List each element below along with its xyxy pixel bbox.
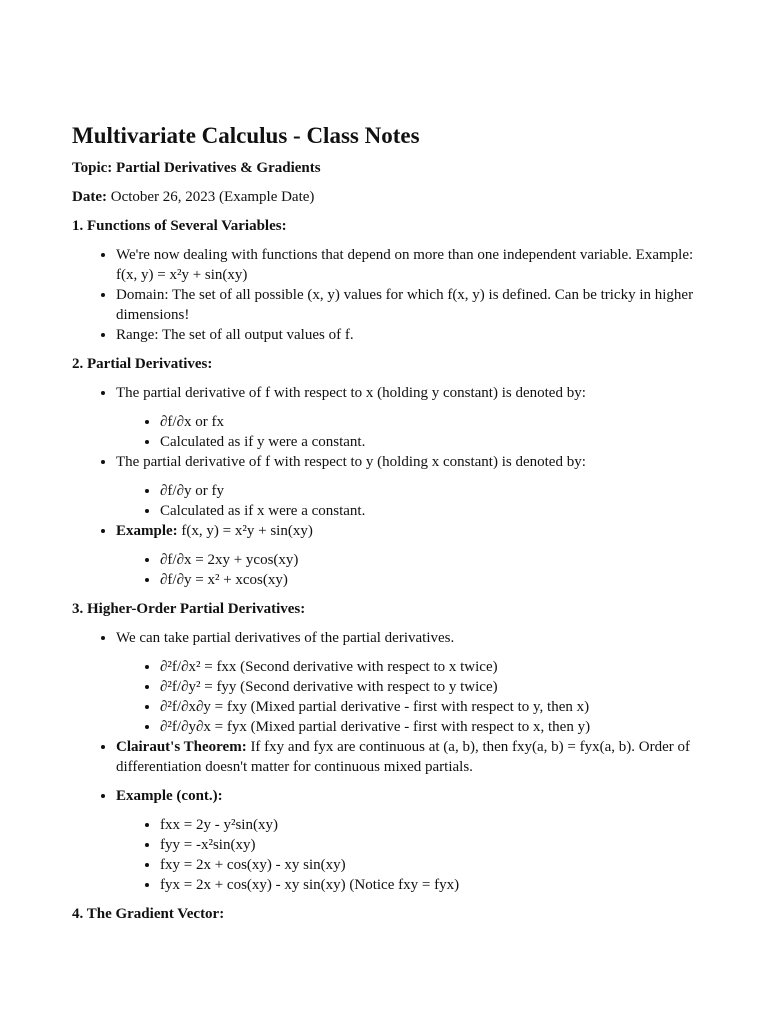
list-item: • Range: The set of all output values of f. (116, 325, 702, 345)
sub-list-item: • fxy = 2x + cos(xy) - xy sin(xy) (160, 855, 702, 875)
theorem-text: If fxy and fyx are continuous at (a, b), then fxy(a, b) = fyx(a, b). Order of differentiation doesn't matter for continuous mixed partials. (116, 739, 690, 775)
section-2-list (72, 383, 702, 590)
topic-label: Topic: Partial Derivatives & Gradients (72, 160, 321, 176)
example-label: Example: (116, 523, 178, 539)
sub-list-item: • ∂²f/∂x∂y = fxy (Mixed partial derivative - first with respect to y, then x) (160, 697, 702, 717)
date-label: Date: (72, 189, 107, 205)
notes-page (72, 122, 702, 933)
sub-list-item: • ∂f/∂y or fy (160, 481, 702, 501)
sub-list-item: • ∂f/∂x or fx (160, 412, 702, 432)
sub-list-item: • fxx = 2y - y²sin(xy) (160, 815, 702, 835)
list-item (116, 628, 702, 737)
sub-list-item: • ∂²f/∂y² = fyy (Second derivative with respect to y twice) (160, 677, 702, 697)
example-label: Example (cont.): (116, 788, 223, 804)
section-4-heading: 4. The Gradient Vector: (72, 906, 225, 922)
sub-list (116, 412, 702, 452)
date-line (72, 187, 702, 207)
page-title: Multivariate Calculus - Class Notes (72, 123, 420, 148)
list-item: • We're now dealing with functions that depend on more than one independent variable. Example: f(x, y) = x²y + sin(xy) (116, 245, 702, 285)
section-2-heading: 2. Partial Derivatives: (72, 356, 213, 372)
date-value: October 26, 2023 (Example Date) (106, 189, 315, 205)
sub-list-item: • ∂²f/∂y∂x = fyx (Mixed partial derivative - first with respect to x, then y) (160, 717, 702, 737)
list-item-text: We can take partial derivatives of the partial derivatives. (116, 630, 455, 646)
sub-list (116, 550, 702, 590)
list-item-text: The partial derivative of f with respect to x (holding y constant) is denoted by: (116, 385, 586, 401)
list-item (116, 786, 702, 895)
example-text: f(x, y) = x²y + sin(xy) (177, 523, 313, 539)
list-item (116, 737, 702, 777)
topic-line (72, 158, 702, 178)
sub-list-item: • fyx = 2x + cos(xy) - xy sin(xy) (Notice fxy = fyx) (160, 875, 702, 895)
sub-list-item: • Calculated as if x were a constant. (160, 501, 702, 521)
list-item: • Domain: The set of all possible (x, y) values for which f(x, y) is defined. Can be tricky in higher dimensions! (116, 285, 702, 325)
sub-list (116, 657, 702, 737)
list-item-text: The partial derivative of f with respect to y (holding x constant) is denoted by: (116, 454, 586, 470)
list-item (116, 452, 702, 521)
sub-list-item: • ∂f/∂x = 2xy + ycos(xy) (160, 550, 702, 570)
list-item (116, 383, 702, 452)
section-1-list (72, 245, 702, 345)
sub-list-item: • Calculated as if y were a constant. (160, 432, 702, 452)
section-3-list (72, 628, 702, 895)
list-item (116, 521, 702, 590)
sub-list-item: • ∂²f/∂x² = fxx (Second derivative with respect to x twice) (160, 657, 702, 677)
sub-list-item: • fyy = -x²sin(xy) (160, 835, 702, 855)
theorem-label: Clairaut's Theorem: (116, 739, 247, 755)
sub-list-item: • ∂f/∂y = x² + xcos(xy) (160, 570, 702, 590)
section-3-heading: 3. Higher-Order Partial Derivatives: (72, 601, 306, 617)
sub-list (116, 481, 702, 521)
sub-list (116, 815, 702, 895)
section-1-heading: 1. Functions of Several Variables: (72, 218, 287, 234)
